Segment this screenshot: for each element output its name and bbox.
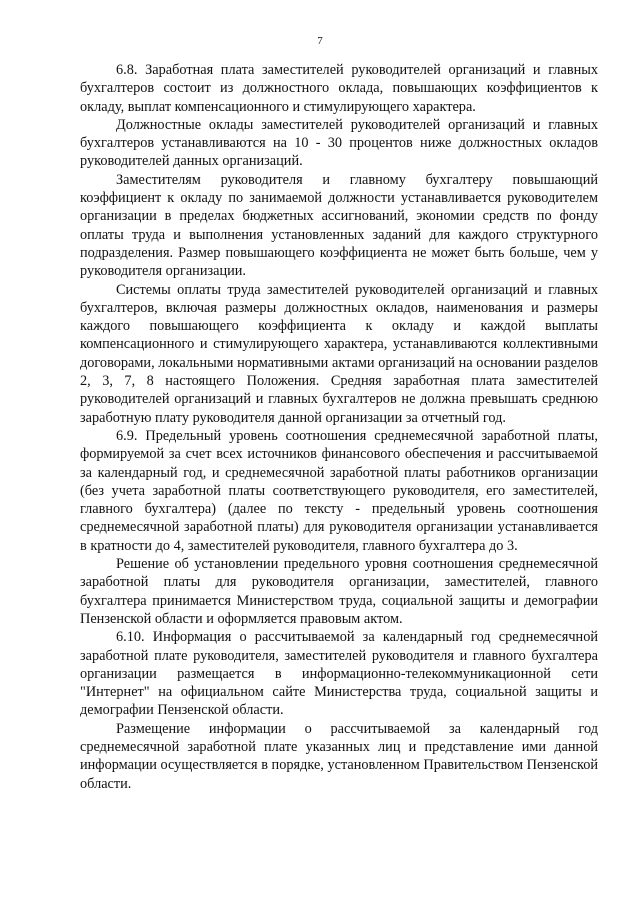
paragraph-6-10: 6.10. Информация о рассчитываемой за календарный год среднемесячной заработной плате руководителя, заместителей руководителя и главного бухгалтера организации размещается в информационно-телекоммуникационной сети "Интернет" на официальном сайте Министерства труда, социальной защиты и демографии Пензенской области. — [80, 629, 598, 719]
paragraph-raising-coefficient: Заместителям руководителя и главному бухгалтеру повышающий коэффициент к окладу по занимаемой должности устанавливается руководителем организации в пределах бюджетных ассигнований, экономии средств по фонду оплаты труда и выполнения установленных заданий для каждого структурного подразделения. Размер повышающего коэффициента не может быть больше, чем у руководителя организации. — [80, 171, 598, 280]
paragraph-6-9: 6.9. Предельный уровень соотношения среднемесячной заработной платы, формируемой за счет всех источников финансового обеспечения и рассчитываемой за календарный год, и среднемесячной заработной платы работников организации (без учета заработной платы соответствующего руководителя, его заместителей, главного бухгалтера) (далее по тексту - предельный уровень соотношения среднемесячной заработной платы) для руководителя организации устанавливается в кратности до 4, заместителей руководителя, главного бухгалтера до 3. — [80, 427, 598, 554]
paragraph-information-placement: Размещение информации о рассчитываемой за календарный год среднемесячной заработной плате указанных лиц и представление ими данной информации осуществляется в порядке, установленном Правительством Пензенской области. — [80, 720, 598, 792]
paragraph-6-8: 6.8. Заработная плата заместителей руководителей организаций и главных бухгалтеров состоит из должностного оклада, повышающих коэффициентов к окладу, выплат компенсационного и стимулирующего характера. — [80, 62, 598, 115]
paragraph-ratio-decision: Решение об установлении предельного уровня соотношения среднемесячной заработной платы для руководителя организации, заместителей, главного бухгалтера принимается Министерством труда, социальной защиты и демографии Пензенской области и оформляется правовым актом. — [80, 556, 598, 627]
page-number: 7 — [317, 35, 323, 47]
document-body — [80, 61, 598, 793]
paragraph-pay-systems: Системы оплаты труда заместителей руководителей организаций и главных бухгалтеров, включая размеры должностных окладов, наименования и размеры каждого повышающего коэффициента к окладу и каждой выплаты компенсационного и стимулирующего характера, устанавливаются коллективными договорами, локальными нормативными актами организаций на основании разделов 2, 3, 7, 8 настоящего Положения. Средняя заработная плата заместителей руководителей организаций и главных бухгалтеров не должна превышать среднюю заработную плату руководителя данной организации за отчетный год. — [80, 281, 598, 426]
paragraph-official-salaries: Должностные оклады заместителей руководителей организаций и главных бухгалтеров устанавливаются на 10 - 30 процентов ниже должностных окладов руководителей данных организаций. — [80, 116, 598, 170]
